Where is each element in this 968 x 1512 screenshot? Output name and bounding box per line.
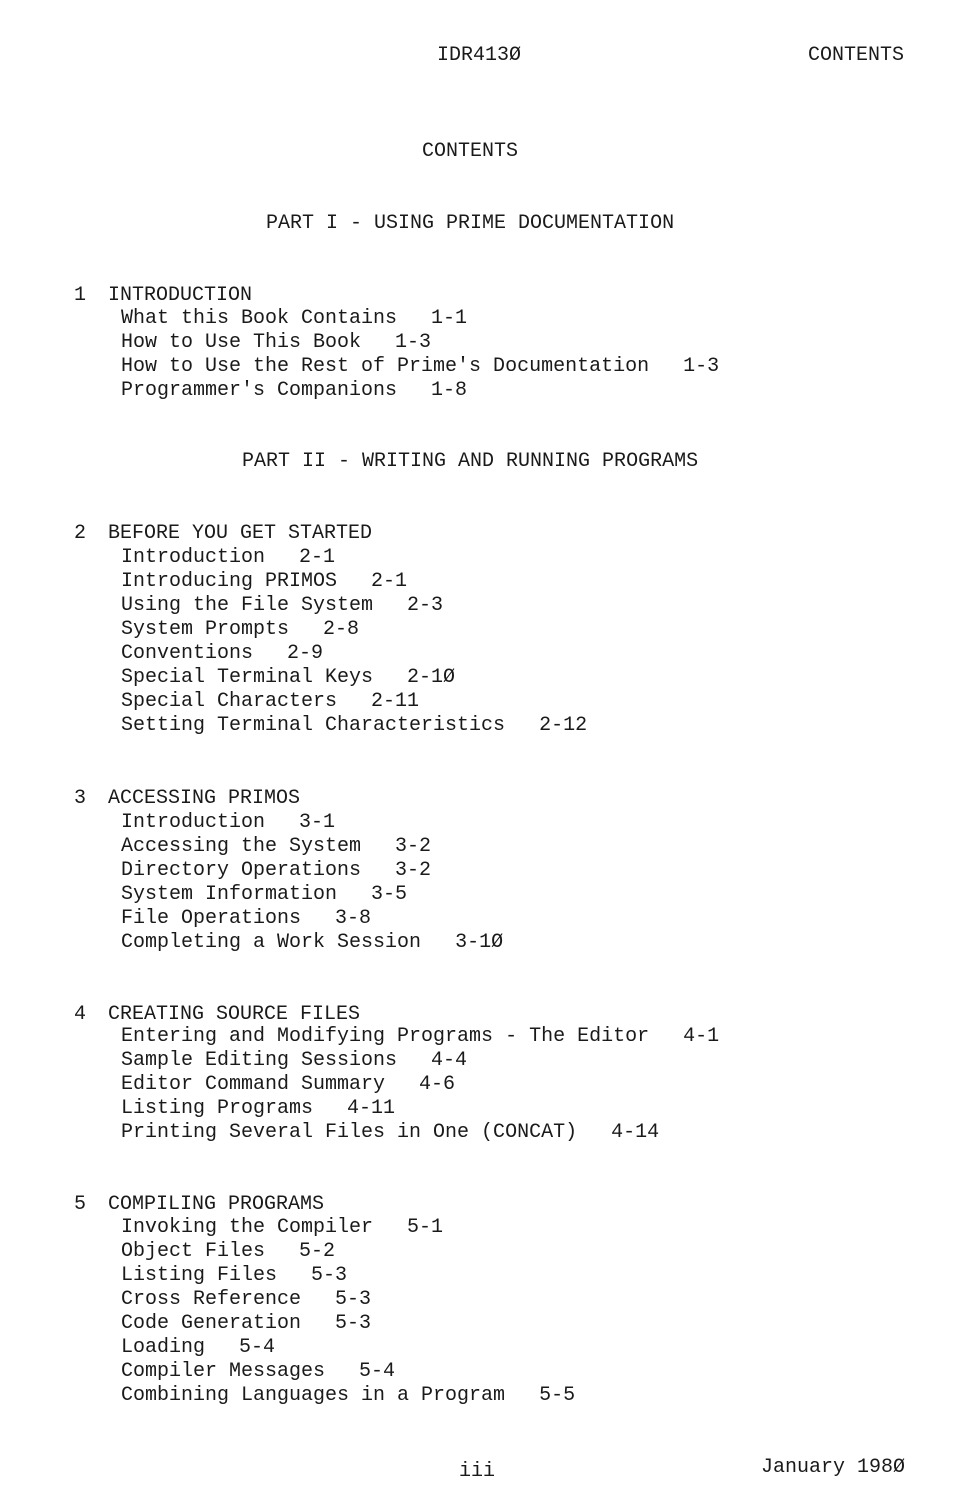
toc-entry-title: File Operations [121,907,302,930]
part-heading: PART I - USING PRIME DOCUMENTATION [266,212,675,235]
toc-entry [121,811,503,835]
toc-entry-title: How to Use This Book [121,331,362,354]
toc-entry [121,1121,719,1145]
toc-entry-title: What this Book Contains [121,307,398,330]
toc-entry-page: 2-3 [407,594,444,617]
toc-entry [121,1049,719,1073]
toc-entry-list [121,1216,575,1408]
chapter-heading [50,979,360,1027]
toc-entry-list [121,307,719,403]
toc-entry [121,883,503,907]
toc-entry-title: Directory Operations [121,859,362,882]
toc-entry-page: 1-3 [395,331,432,354]
toc-entry [121,1288,575,1312]
toc-entry [121,1025,719,1049]
toc-entry-list [121,1025,719,1145]
toc-entry [121,355,719,379]
toc-entry-page: 3-8 [335,907,372,930]
toc-entry-list [121,546,587,738]
toc-entry-title: Combining Languages in a Program [121,1384,506,1407]
toc-entry-page: 2-8 [323,618,360,641]
toc-entry-title: Cross Reference [121,1288,302,1311]
toc-entry-page: 4-14 [611,1121,660,1144]
chapter-heading [50,1169,324,1217]
toc-entry-page: 5-2 [299,1240,336,1263]
toc-entry [121,1336,575,1360]
toc-entry-title: Listing Files [121,1264,278,1287]
toc-entry-title: Sample Editing Sessions [121,1049,398,1072]
toc-entry [121,859,503,883]
toc-entry-title: Loading [121,1336,206,1359]
toc-entry-title: Completing a Work Session [121,931,422,954]
toc-entry-page: 1-3 [683,355,720,378]
toc-entry-title: Using the File System [121,594,374,617]
chapter-number: 3 [74,787,87,810]
running-header-section: CONTENTS [808,44,905,67]
toc-entry-title: Compiler Messages [121,1360,326,1383]
chapter-number: 5 [74,1193,87,1216]
toc-entry-title: Special Characters [121,690,338,713]
toc-entry [121,618,587,642]
toc-entry [121,1384,575,1408]
toc-entry-page: 5-3 [311,1264,348,1287]
toc-entry-title: Code Generation [121,1312,302,1335]
toc-entry [121,546,587,570]
toc-entry [121,1097,719,1121]
toc-entry-page: 3-5 [371,883,408,906]
toc-entry-title: Introducing PRIMOS [121,570,338,593]
toc-entry [121,379,719,403]
toc-entry-title: Listing Programs [121,1097,314,1120]
page-number: iii [459,1460,496,1483]
toc-entry-page: 5-3 [335,1288,372,1311]
chapter-title: BEFORE YOU GET STARTED [108,522,373,545]
toc-entry-page: 5-3 [335,1312,372,1335]
chapter-number: 1 [74,284,87,307]
toc-entry-list [121,811,503,955]
publication-date: January 198Ø [761,1456,906,1479]
toc-entry-title: Accessing the System [121,835,362,858]
toc-entry-title: Entering and Modifying Programs - The Editor [121,1025,650,1048]
toc-entry-page: 5-5 [539,1384,576,1407]
toc-entry-page: 4-4 [431,1049,468,1072]
toc-entry-page: 2-9 [287,642,324,665]
toc-entry-title: Introduction [121,546,266,569]
toc-entry-page: 2-12 [539,714,588,737]
toc-entry-title: Editor Command Summary [121,1073,386,1096]
toc-entry [121,1073,719,1097]
toc-entry-title: Introduction [121,811,266,834]
toc-entry [121,835,503,859]
chapter-number: 4 [74,1003,87,1026]
toc-entry-title: How to Use the Rest of Prime's Documentation [121,355,650,378]
toc-entry [121,594,587,618]
toc-entry-page: 2-11 [371,690,420,713]
toc-entry-page: 5-4 [239,1336,276,1359]
toc-entry-title: Programmer's Companions [121,379,398,402]
toc-entry [121,690,587,714]
toc-entry [121,570,587,594]
chapter-title: ACCESSING PRIMOS [108,787,301,810]
toc-entry-title: Invoking the Compiler [121,1216,374,1239]
toc-entry-page: 3-2 [395,859,432,882]
toc-entry [121,1216,575,1240]
chapter-title: COMPILING PROGRAMS [108,1193,325,1216]
toc-entry-page: 4-6 [419,1073,456,1096]
toc-entry [121,307,719,331]
toc-entry [121,1264,575,1288]
toc-entry-title: Setting Terminal Characteristics [121,714,506,737]
toc-entry-page: 4-1 [683,1025,720,1048]
toc-entry [121,1360,575,1384]
toc-entry-page: 3-2 [395,835,432,858]
toc-entry-title: System Prompts [121,618,290,641]
toc-entry-page: 1-1 [431,307,468,330]
document-id: IDR413Ø [437,44,522,67]
page-title: CONTENTS [422,140,519,163]
toc-entry-page: 2-1 [371,570,408,593]
toc-entry-page: 2-1 [299,546,336,569]
toc-entry-page: 5-1 [407,1216,444,1239]
toc-entry [121,331,719,355]
toc-entry-title: Conventions [121,642,254,665]
toc-entry-page: 3-1 [299,811,336,834]
toc-entry-page: 2-1Ø [407,666,456,689]
toc-entry-title: Object Files [121,1240,266,1263]
toc-entry-title: Printing Several Files in One (CONCAT) [121,1121,578,1144]
part-heading: PART II - WRITING AND RUNNING PROGRAMS [242,450,699,473]
toc-entry-page: 4-11 [347,1097,396,1120]
toc-entry-page: 5-4 [359,1360,396,1383]
chapter-heading [50,763,300,811]
chapter-number: 2 [74,522,87,545]
toc-entry-page: 3-1Ø [455,931,504,954]
toc-entry [121,1240,575,1264]
toc-entry-title: Special Terminal Keys [121,666,374,689]
toc-entry-title: System Information [121,883,338,906]
chapter-title: INTRODUCTION [108,284,253,307]
toc-entry [121,931,503,955]
chapter-title: CREATING SOURCE FILES [108,1003,361,1026]
chapter-heading [50,498,372,546]
chapter-heading [50,260,252,308]
toc-entry [121,907,503,931]
toc-entry [121,642,587,666]
toc-entry [121,714,587,738]
toc-entry-page: 1-8 [431,379,468,402]
toc-entry [121,666,587,690]
toc-entry [121,1312,575,1336]
